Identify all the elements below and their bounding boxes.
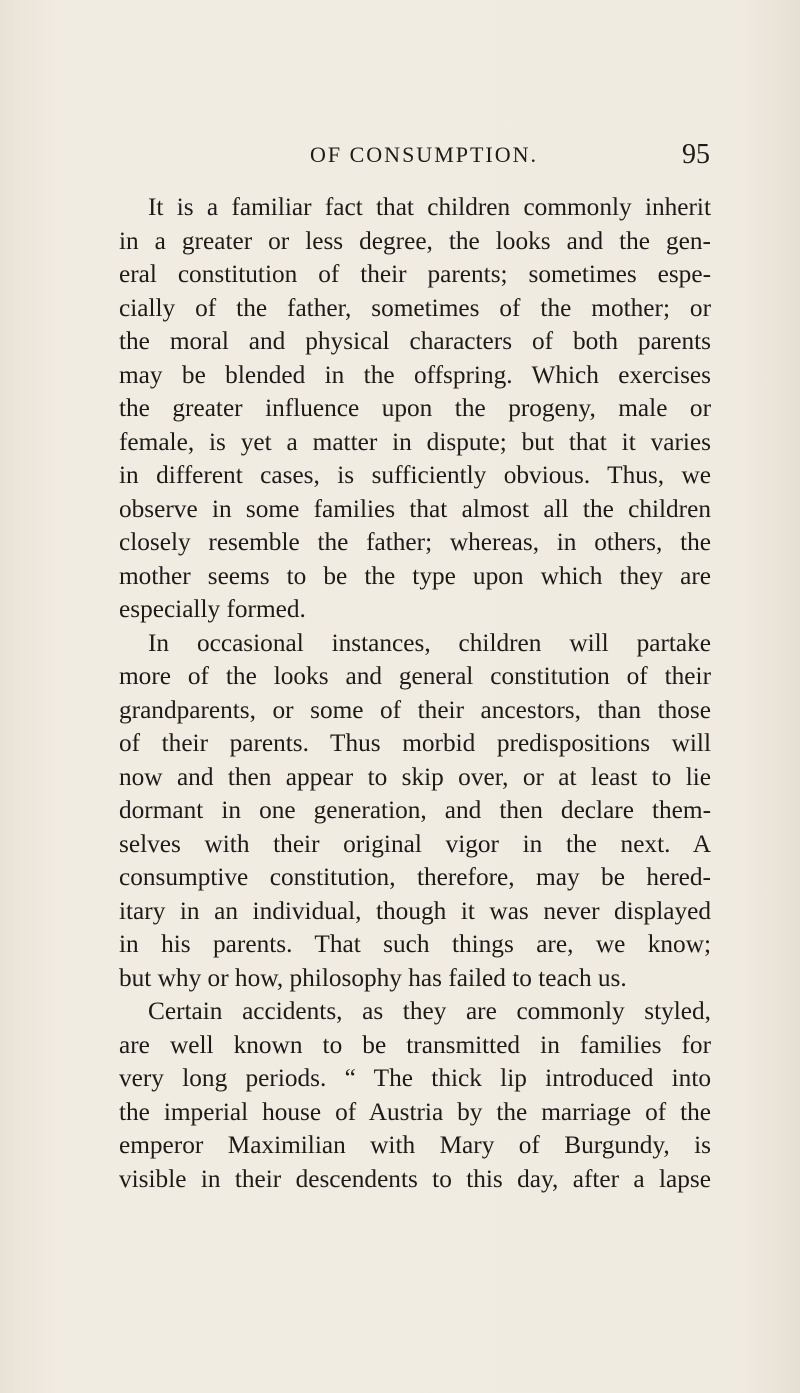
text-line: consumptive constitution, therefore, may be hered- [119,863,711,891]
text-line: observe in some families that almost all the children [119,494,711,523]
text-line: in a greater or less degree, the looks and the gen- [119,226,711,255]
text-line: eral constitution of their parents; sometimes espe- [119,260,711,288]
text-line: now and then appear to skip over, or at least to lie [119,762,711,791]
text-line: but why or how, philosophy has failed to teach us. [119,963,627,992]
text-line: in his parents. That such things are, we know; [119,930,711,958]
running-head [120,139,710,171]
text-line: the moral and physical characters of both parents [119,327,711,355]
text-line: Certain accidents, as they are commonly styled, [148,997,711,1025]
page-number: 95 [682,139,710,170]
text-line: itary in an individual, though it was never displayed [119,896,711,925]
text-line: emperor Maximilian with Mary of Burgundy, is [119,1131,711,1159]
running-title: OF CONSUMPTION. [310,142,539,167]
text-line: In occasional instances, children will partake [148,628,711,657]
text-line: mother seems to be the type upon which they are [119,561,711,590]
text-line: visible in their descendents to this day, after a lapse [119,1164,711,1193]
text-line: especially formed. [119,595,306,623]
text-line: very long periods. “ The thick lip introduced into [119,1064,711,1092]
text-line: are well known to be transmitted in families for [119,1030,711,1059]
text-line: closely resemble the father; whereas, in others, the [119,528,711,556]
text-line: selves with their original vigor in the next. A [119,829,711,858]
text-line: cially of the father, sometimes of the mother; or [119,293,711,322]
text-line: the imperial house of Austria by the marriage of the [119,1097,711,1126]
text-line: more of the looks and general constitution of their [119,662,711,690]
text-line: female, is yet a matter in dispute; but that it varies [119,427,711,456]
text-line: It is a familiar fact that children commonly inherit [148,193,711,221]
text-line: of their parents. Thus morbid predispositions will [119,729,711,757]
text-line: grandparents, or some of their ancestors, than those [119,695,711,724]
text-line: the greater influence upon the progeny, male or [119,394,711,422]
text-line: may be blended in the offspring. Which exercises [119,360,711,389]
body-text [119,191,711,1196]
text-line: in different cases, is sufficiently obvious. Thus, we [119,461,711,489]
text-line: dormant in one generation, and then declare them- [119,796,711,824]
